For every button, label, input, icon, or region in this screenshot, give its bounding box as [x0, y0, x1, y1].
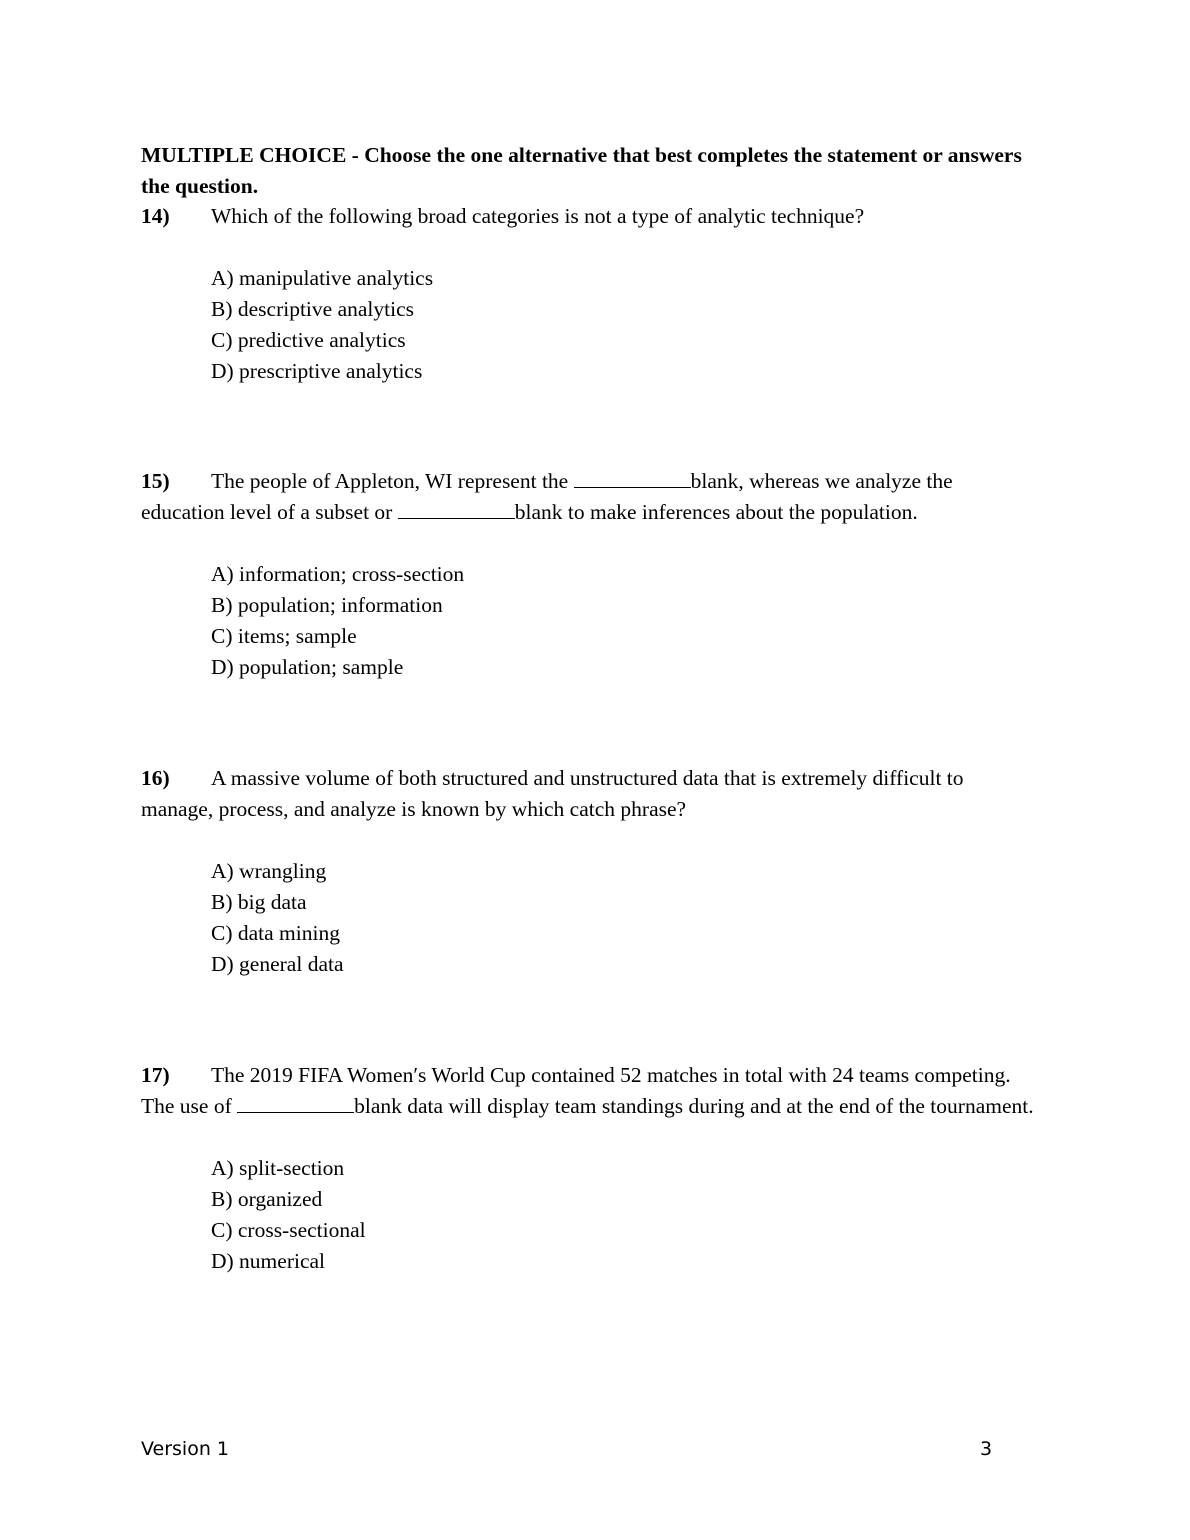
question-number: 16) [141, 766, 170, 790]
option-a[interactable]: A) information; cross-section [211, 562, 465, 586]
option-b[interactable]: B) population; information [211, 593, 443, 617]
fill-blank [574, 467, 691, 488]
footer-page-number: 3 [980, 1438, 993, 1460]
options-list [141, 1153, 1041, 1277]
option-c[interactable]: C) data mining [211, 921, 340, 945]
options-list [141, 856, 1041, 980]
option-d[interactable]: D) prescriptive analytics [211, 359, 423, 383]
question-14 [141, 201, 1041, 387]
question-text: blank data will display team standings during and at the end of the tournament. [354, 1094, 1034, 1118]
question-stem [141, 466, 1041, 528]
question-stem [141, 1060, 1041, 1122]
option-c[interactable]: C) cross-sectional [211, 1218, 366, 1242]
question-number: 14) [141, 204, 170, 228]
fill-blank [237, 1092, 354, 1113]
option-c[interactable]: C) items; sample [211, 624, 357, 648]
option-a[interactable]: A) wrangling [211, 859, 327, 883]
question-number: 15) [141, 469, 170, 493]
option-d[interactable]: D) population; sample [211, 655, 404, 679]
option-a[interactable]: A) manipulative analytics [211, 266, 434, 290]
question-text: blank, whereas we analyze the education level of a subset or [141, 469, 953, 524]
option-b[interactable]: B) organized [211, 1187, 323, 1211]
options-list [141, 263, 1041, 387]
fill-blank [398, 498, 515, 519]
options-list [141, 559, 1041, 683]
question-17 [141, 1060, 1041, 1277]
option-b[interactable]: B) descriptive analytics [211, 297, 414, 321]
footer-version: Version 1 [141, 1438, 229, 1460]
question-stem [141, 201, 1041, 232]
question-text: The people of Appleton, WI represent the [211, 469, 574, 493]
option-d[interactable]: D) numerical [211, 1249, 326, 1273]
section-header: MULTIPLE CHOICE - Choose the one alternative that best completes the statement or answers the question. [141, 143, 1022, 198]
question-text: Which of the following broad categories is not a type of analytic technique? [211, 204, 865, 228]
question-stem [141, 763, 1041, 825]
question-number: 17) [141, 1063, 170, 1087]
question-15 [141, 466, 1041, 683]
question-16 [141, 763, 1041, 980]
option-b[interactable]: B) big data [211, 890, 307, 914]
option-d[interactable]: D) general data [211, 952, 344, 976]
question-text: blank to make inferences about the population. [514, 500, 918, 524]
question-text: The 2019 FIFA Women′s World Cup contained 52 matches in total with 24 teams competing. The use of [141, 1063, 1011, 1118]
option-a[interactable]: A) split-section [211, 1156, 345, 1180]
option-c[interactable]: C) predictive analytics [211, 328, 406, 352]
question-text: A massive volume of both structured and unstructured data that is extremely difficult to manage, process, and analyze is known by which catch phrase? [141, 766, 964, 821]
